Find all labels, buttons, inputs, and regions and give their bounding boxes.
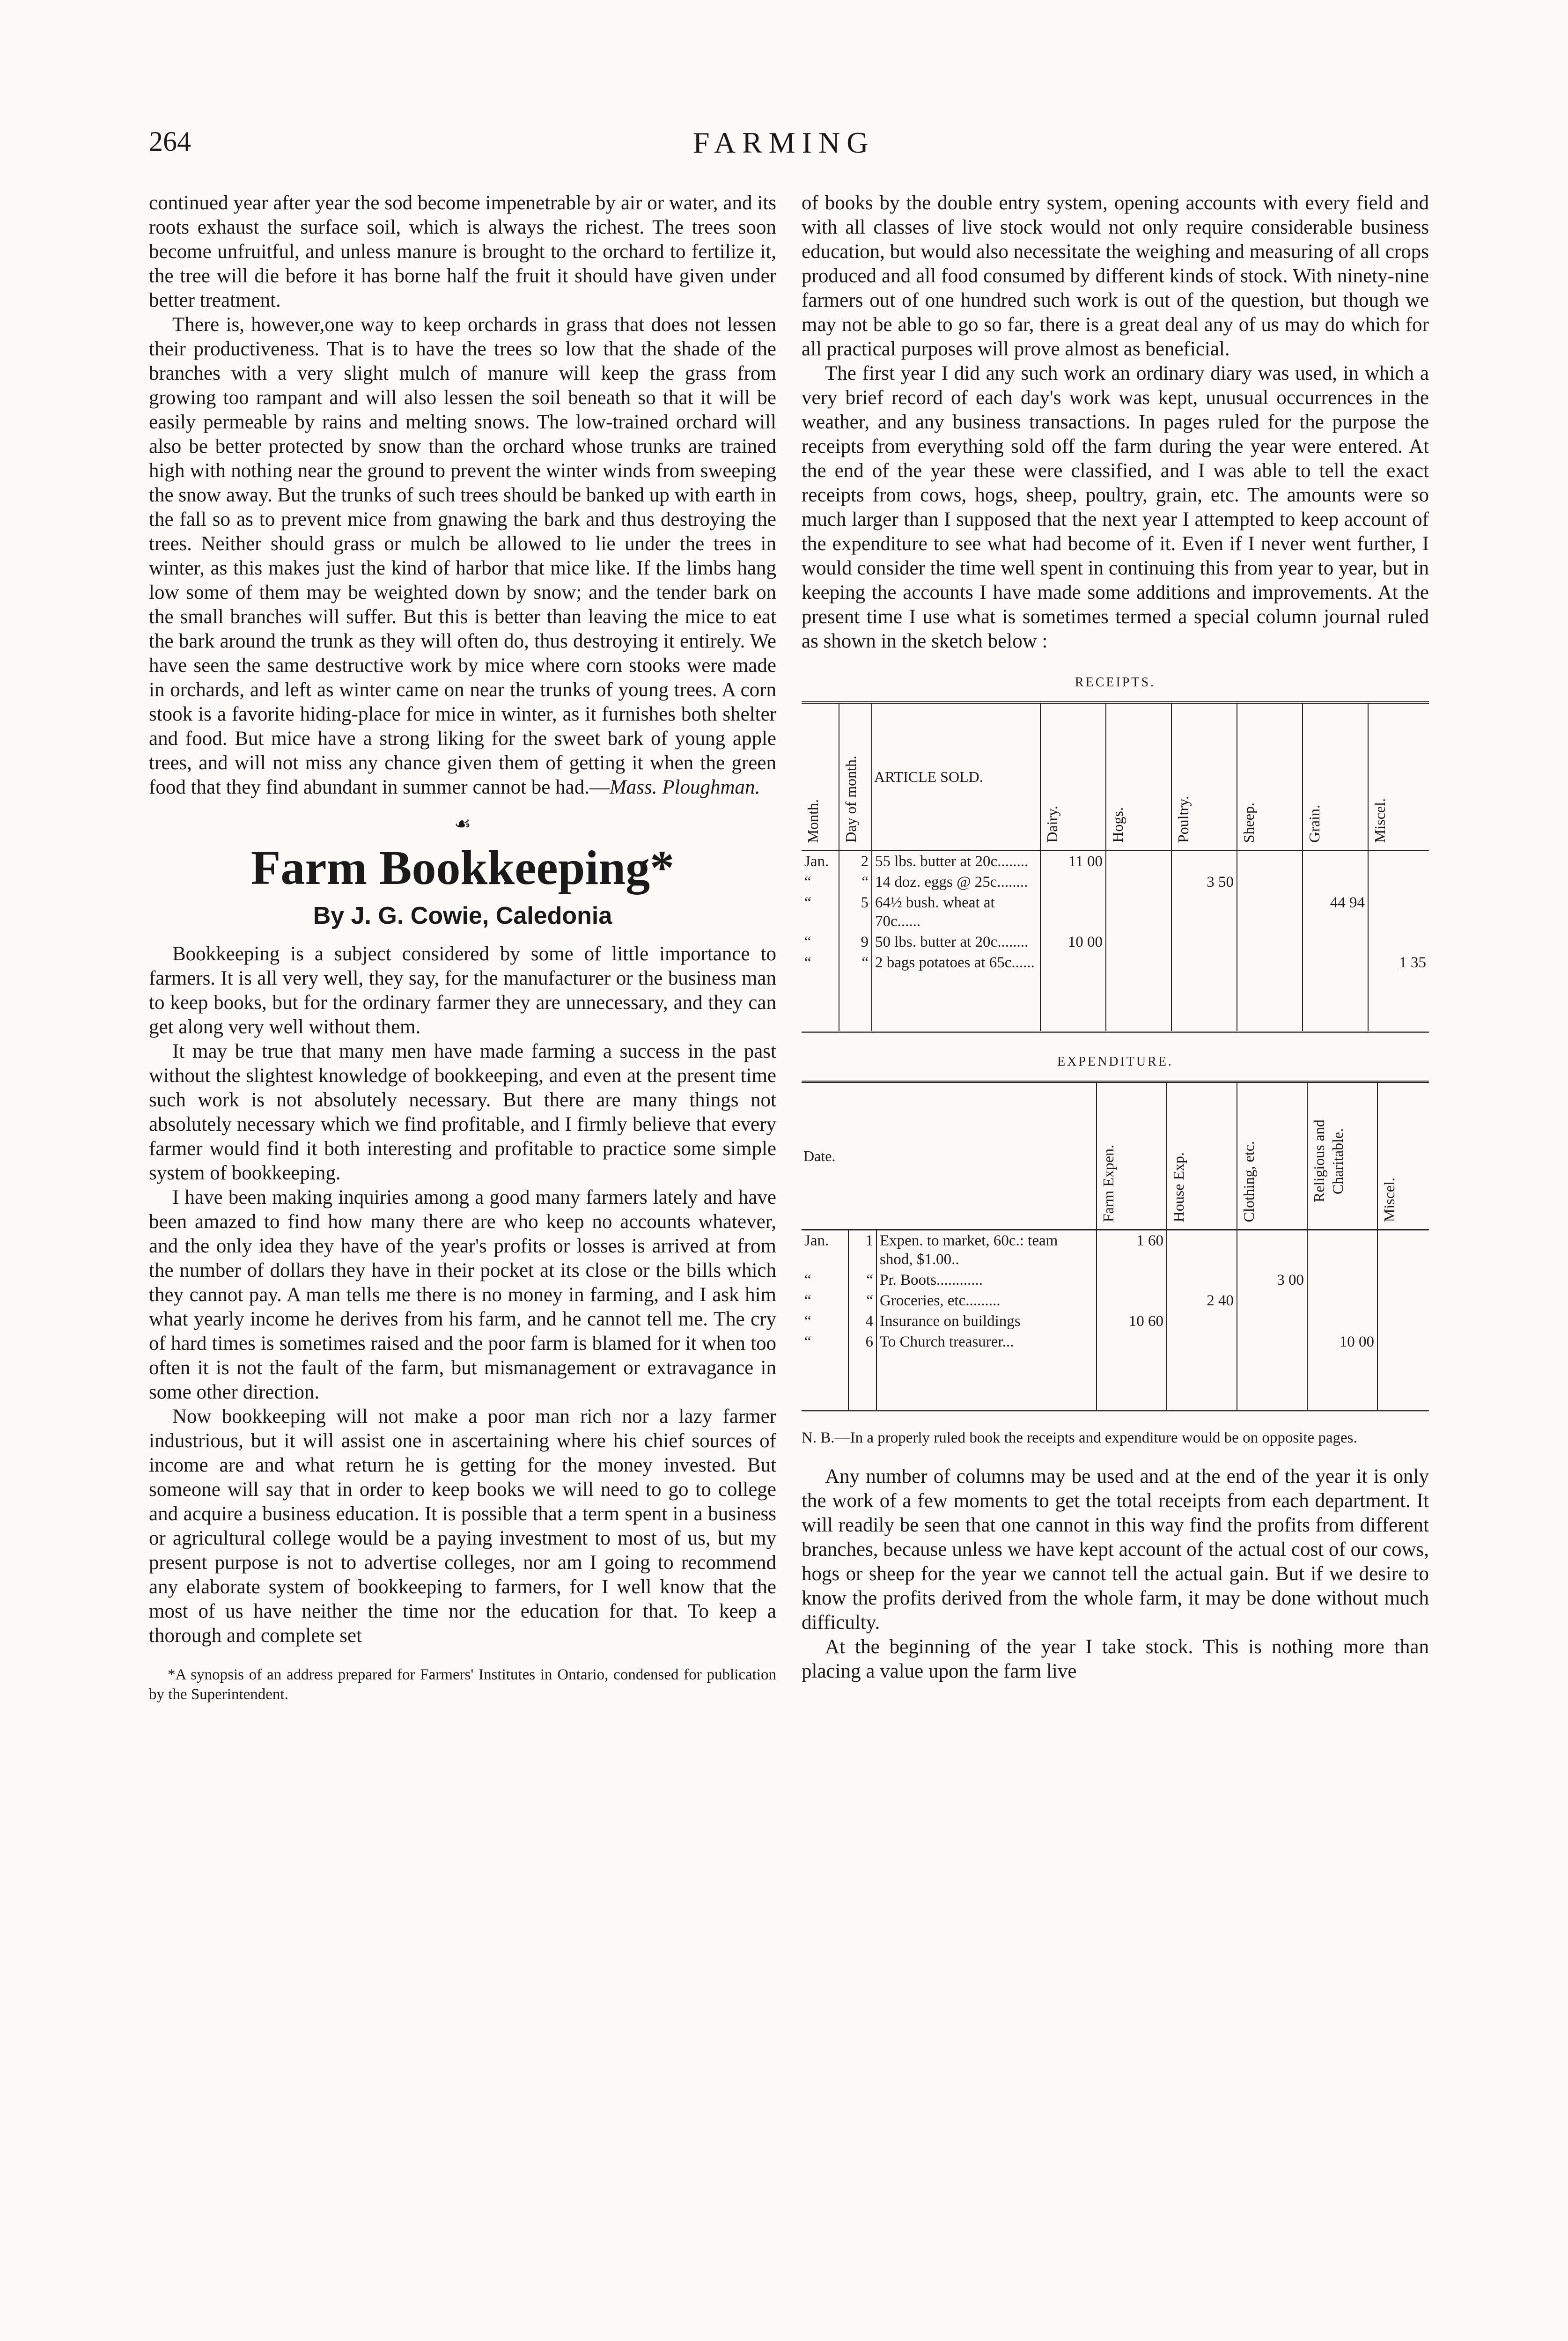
expenditure-header-row xyxy=(802,1082,1429,1230)
left-column xyxy=(149,191,776,1704)
table-row: “ 4 Insurance on buildings 10 60 xyxy=(802,1311,1429,1332)
article-byline: By J. G. Cowie, Caledonia xyxy=(313,902,612,929)
header-month: Month. xyxy=(804,799,821,843)
table-row: “ “ 14 doz. eggs @ 25c........ 3 50 xyxy=(802,872,1429,892)
table-row: “ 6 To Church treasurer... 10 00 xyxy=(802,1332,1429,1352)
article-paragraph-4: Now bookkeeping will not make a poor man rich nor a lazy farmer industrious, but it will assist one in ascertaining where his chief sources of income are and what return he is getting for the money invested. But someone will say that in order to keep books we will need to go to college and acquire a business education. It is possible that a term spent in a business or agricultural college would be a paying investment to most of us, but my present purpose is not to advertise colleges, nor am I going to recommend any elaborate system of bookkeeping to farmers, for I well know that the most of us have neither the time nor the education for that. To keep a thorough and complete set xyxy=(149,1406,776,1647)
nb-note: N. B.—In a properly ruled book the receipts and expenditure would be on opposite pages. xyxy=(802,1429,1357,1446)
header-date: Date. xyxy=(803,1148,836,1164)
header-day-of-month: Day of month. xyxy=(839,703,872,851)
header-miscel: Miscel. xyxy=(1377,1082,1429,1230)
receipts-table xyxy=(802,701,1429,1033)
header-house-exp: House Exp. xyxy=(1167,1082,1237,1230)
orchard-paragraph-2-text: There is, however,one way to keep orchards in grass that does not lessen their productiveness. That is to have the trees so low that the shade of the branches with a very slight mulch of manure will keep the grass from growing too rampant and will also lessen the soil beneath so that it will be easily permeable by rains and melting snows. The low-trained orchard will also be better protected by snow than the orchard whose trunks are trained high with nothing near the ground to prevent the winter winds from sweeping the snow away. But the trunks of such trees should be banked up with earth in the fall so as to prevent mice from gnawing the bark and thus destroying the trees. Neither should grass or mulch be allowed to lie under the trees in winter, as this makes just the kind of harbor that mice like. If the limbs hang low some of them may be weighted down by snow; and the tender bark on the small branches will suffer. But this is better than leaving the mice to eat the bark around the trunk as they will often do, thus destroying it entirely. We have seen the same destructive work by mice where corn stooks were made in orchards, and left as winter came on near the trunks of young trees. A corn stook is a favorite hiding-place for mice in winter, as it furnishes both shelter and food. But mice have a strong liking for the sweet bark of young apple trees, and will not miss any chance given them of getting it when the green food that they find abundant in summer cannot be had.— xyxy=(149,314,776,798)
receipts-header-row xyxy=(802,703,1429,851)
right-paragraph-1: of books by the double entry system, opening accounts with every field and with all classes of live stock would not only require considerable business education, but would also necessitate the weighing and measuring of all crops produced and all food consumed by different kinds of stock. With ninety-nine farmers out of one hundred such work is out of the question, but though we may not be able to go so far, there is a great deal any of us may do which for all practical purposes will prove almost as beneficial. xyxy=(802,192,1429,360)
header-religious-charitable: Religious and Charitable. xyxy=(1307,1082,1377,1230)
closing-paragraph-2: At the beginning of the year I take stock. This is nothing more than placing a value upon the farm live xyxy=(802,1636,1429,1682)
header-dairy: Dairy. xyxy=(1040,703,1106,851)
table-row: “ 5 64½ bush. wheat at 70c...... 44 94 xyxy=(802,892,1429,932)
table-row: “ “ Pr. Boots............ 3 00 xyxy=(802,1270,1429,1290)
article-paragraph-3: I have been making inquiries among a good many farmers lately and have been amazed to find how many there are who keep no accounts whatever, and the only idea they have of the year's profits or losses is arrived at from the number of dollars they have in their pocket at its close or the bills which they cannot pay. A man tells me there is no money in farming, and I ask him what yearly income he derives from his farm, and he cannot tell me. The cry of hard times is sometimes raised and the poor farm is blamed for it when too often it is not the fault of the farm, but mismanagement or extravagance in some other direction. xyxy=(149,1186,776,1403)
orchard-paragraph-1: continued year after year the sod become impenetrable by air or water, and its roots exhaust the surface soil, which is always the richest. The trees soon become unfruitful, and unless manure is brought to the orchard to fertilize it, the tree will die before it has borne half the fruit it should have given under better treatment. xyxy=(149,192,776,311)
table-blank-row xyxy=(802,1352,1429,1411)
table-row: Jan. 1 Expen. to market, 60c.: team shod, $1.00.. 1 60 xyxy=(802,1230,1429,1270)
header-sheep: Sheep. xyxy=(1237,703,1303,851)
orchard-paragraph-2 xyxy=(149,313,776,800)
source-signature: Mass. Ploughman. xyxy=(609,776,760,798)
header-clothing: Clothing, etc. xyxy=(1237,1082,1307,1230)
header-miscel: Miscel. xyxy=(1368,703,1429,851)
table-blank-row xyxy=(802,973,1429,1032)
table-row: “ 9 50 lbs. butter at 20c........ 10 00 xyxy=(802,932,1429,952)
closing-paragraph-1: Any number of columns may be used and at the end of the year it is only the work of a few moments to get the total receipts from each department. It will readily be seen that one cannot in this way find the profits from different branches, because unless we have kept account of the actual cost of our cows, hogs or sheep for the year we cannot tell the actual gain. But if we desire to know the profits derived from the whole farm, it may be done without much difficulty. xyxy=(802,1465,1429,1634)
article-title: Farm Bookkeeping* xyxy=(250,841,675,895)
header-farm-expen: Farm Expen. xyxy=(1097,1082,1167,1230)
header-article-sold: ARTICLE SOLD. xyxy=(872,703,1040,851)
article-paragraph-2: It may be true that many men have made farming a success in the past without the slightest knowledge of bookkeeping, and even at the present time such work is not absolutely necessary. But there are many things not absolutely necessary which we find profitable, and I firmly believe that every farmer would find it both interesting and profitable to practice some simple system of bookkeeping. xyxy=(149,1040,776,1184)
right-column xyxy=(802,191,1429,1684)
footnote: *A synopsis of an address prepared for Farmers' Institutes in Ontario, condensed for publication by the Superintendent. xyxy=(149,1666,776,1703)
header-hogs: Hogs. xyxy=(1106,703,1171,851)
section-ornament: ☙ xyxy=(454,813,471,834)
running-title: FARMING xyxy=(693,126,875,159)
expenditure-table xyxy=(802,1081,1429,1412)
table-row: “ “ Groceries, etc......... 2 40 xyxy=(802,1290,1429,1311)
expenditure-caption: EXPENDITURE. xyxy=(1057,1054,1173,1069)
header-poultry: Poultry. xyxy=(1171,703,1237,851)
table-row: “ “ 2 bags potatoes at 65c...... 1 35 xyxy=(802,952,1429,973)
article-paragraph-1: Bookkeeping is a subject considered by some of little importance to farmers. It is all very well, they say, for the manufacturer or the business man to keep books, but for the ordinary farmer they are unnecessary, and they can get along very well without them. xyxy=(149,943,776,1038)
right-paragraph-2: The first year I did any such work an ordinary diary was used, in which a very brief record of each day's work was kept, unusual occurrences in the weather, and any business transactions. In pages ruled for the purpose the receipts from everything sold off the farm during the year were entered. At the end of the year these were classified, and I was able to tell the exact receipts from cows, hogs, sheep, poultry, grain, etc. The amounts were so much larger than I supposed that the next year I attempted to keep account of the expenditure to see what had become of it. Even if I never went further, I would consider the time well spent in continuing this from year to year, but in keeping the accounts I have made some additions and improvements. At the present time I use what is sometimes termed a special column journal ruled as shown in the sketch below : xyxy=(802,362,1429,652)
header-grain: Grain. xyxy=(1303,703,1368,851)
receipts-caption: RECEIPTS. xyxy=(1075,675,1156,690)
page-number: 264 xyxy=(149,126,191,157)
table-row: Jan. 2 55 lbs. butter at 20c........ 11 00 xyxy=(802,851,1429,872)
